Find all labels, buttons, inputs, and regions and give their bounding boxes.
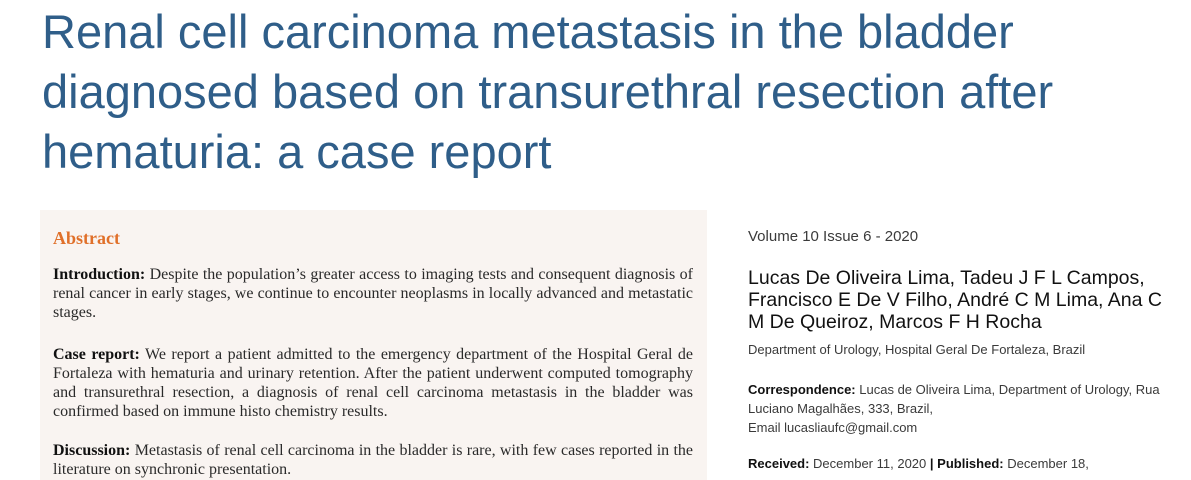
date-separator: | <box>929 456 934 471</box>
case-report-text: We report a patient admitted to the emergency department of the Hospital Geral de Fortaleza with hematuria and urinary retention. After the patient underwent computed tomography and transurethral resection, a diagnosis of renal cell carcinoma metastasis in the bladder was confirmed based on immune histo chemistry results. <box>53 346 694 420</box>
case-report-label: Case report: <box>53 346 140 363</box>
author-list: Lucas De Oliveira Lima, Tadeu J F L Campos, Francisco E De V Filho, André C M Lima, Ana C M De Queiroz, Marcos F H Rocha <box>748 267 1162 333</box>
discussion-text: Metastasis of renal cell carcinoma in the bladder is rare, with few cases reported in the literature on synchronic presentation. <box>53 442 694 478</box>
abstract-discussion <box>53 441 693 479</box>
correspondence-label: Correspondence: <box>748 382 856 397</box>
abstract-introduction <box>53 265 693 322</box>
department: Department of Urology, Hospital Geral De Fortaleza, Brazil <box>748 342 1086 357</box>
abstract-case-report <box>53 345 693 421</box>
introduction-text: Despite the population’s greater access to imaging tests and consequent diagnosis of renal cancer in early stages, we continue to encounter neoplasms in locally advanced and metastatic stages. <box>53 266 693 321</box>
correspondence-text: Lucas de Oliveira Lima, Department of Urology, Rua Luciano Magalhães, 333, Brazil, <box>748 382 1160 416</box>
published-label: Published: <box>937 456 1004 471</box>
correspondence <box>748 380 1168 437</box>
volume-info: Volume 10 Issue 6 - 2020 <box>748 228 919 245</box>
received-label: Received: <box>748 456 810 471</box>
published-date: December 18, <box>1007 456 1089 471</box>
introduction-label: Introduction: <box>53 266 146 283</box>
correspondence-email[interactable]: Email lucasliaufc@gmail.com <box>748 420 918 435</box>
article-title: Renal cell carcinoma metastasis in the bladder diagnosed based on transurethral resection after hematuria: a case report <box>42 5 1054 178</box>
received-date: December 11, 2020 <box>813 456 927 471</box>
abstract-heading: Abstract <box>53 228 120 248</box>
discussion-label: Discussion: <box>53 442 131 459</box>
